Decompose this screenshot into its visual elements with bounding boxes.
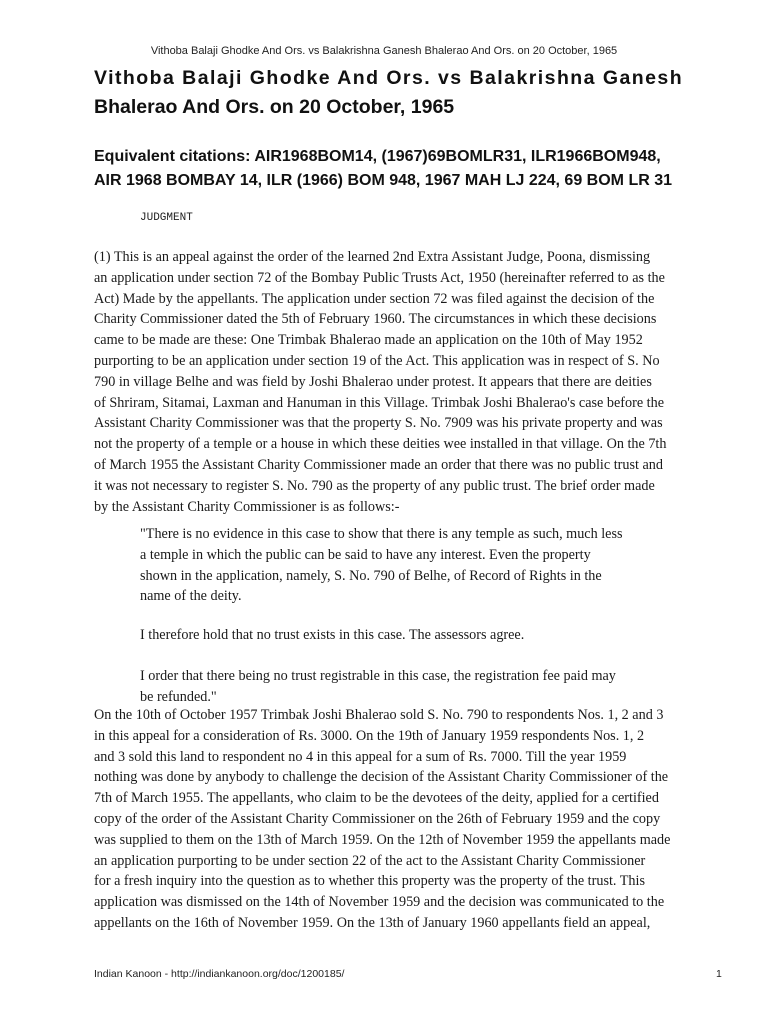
- text-line: Assistant Charity Commissioner was that the property S. No. 7909 was his private property and was: [94, 415, 663, 432]
- text-line: by the Assistant Charity Commissioner is as follows:-: [94, 498, 400, 515]
- footer-source-link[interactable]: Indian Kanoon - http://indiankanoon.org/doc/1200185/: [94, 968, 345, 980]
- text-line: application was dismissed on the 14th of November 1959 and the decision was communicated to the: [94, 894, 665, 911]
- quoted-order-part-2: [140, 625, 700, 646]
- text-line: and 3 sold this land to respondent no 4 in this appeal for a sum of Rs. 7000. Till the year 1959: [94, 748, 627, 765]
- text-line: an application purporting to be under section 22 of the act to the Assistant Charity Commissioner: [94, 852, 646, 869]
- text-line: 790 in village Belhe and was field by Joshi Bhalerao under protest. It appears that there are deities: [94, 373, 652, 390]
- text-line: "There is no evidence in this case to show that there is any temple as such, much less: [140, 526, 623, 542]
- text-line: appellants on the 16th of November 1959. On the 13th of January 1960 appellants field an appeal,: [94, 914, 651, 931]
- text-line: copy of the order of the Assistant Charity Commissioner on the 26th of February 1959 and the copy: [94, 810, 661, 827]
- title-line: Vithoba Balaji Ghodke And Ors. vs Balakrishna Ganesh: [94, 67, 684, 89]
- page-number: 1: [716, 968, 722, 980]
- paragraph-1: [94, 247, 724, 517]
- text-line: I order that there being no trust registrable in this case, the registration fee paid may: [140, 668, 616, 684]
- text-line: (1) This is an appeal against the order of the learned 2nd Extra Assistant Judge, Poona, dismissing: [94, 249, 651, 265]
- text-line: was supplied to them on the 13th of March 1959. On the 12th of November 1959 the appellants made: [94, 831, 671, 848]
- quoted-order-part-3: [140, 666, 700, 708]
- title-line: Bhalerao And Ors. on 20 October, 1965: [94, 96, 455, 118]
- citations-line: AIR 1968 BOMBAY 14, ILR (1966) BOM 948, 1967 MAH LJ 224, 69 BOM LR 31: [94, 172, 673, 189]
- text-line: for a fresh inquiry into the question as to whether this property was the property of the trust. This: [94, 873, 645, 890]
- quoted-order-part-1: [140, 524, 700, 607]
- text-line: Charity Commissioner dated the 5th of February 1960. The circumstances in which these decisions: [94, 311, 657, 328]
- text-line: nothing was done by anybody to challenge the decision of the Assistant Charity Commissioner of the: [94, 769, 669, 786]
- text-line: Act) Made by the appellants. The application under section 72 was filed against the decision of the: [94, 290, 655, 307]
- text-line: On the 10th of October 1957 Trimbak Joshi Bhalerao sold S. No. 790 to respondents Nos. 1, 2 and 3: [94, 707, 664, 723]
- text-line: in this appeal for a consideration of Rs. 3000. On the 19th of January 1959 respondents Nos. 1, 2: [94, 727, 645, 744]
- text-line: purporting to be an application under section 19 of the Act. This application was in respect of S. No: [94, 352, 660, 369]
- text-line: 7th of March 1955. The appellants, who claim to be the devotees of the deity, applied for a certified: [94, 790, 659, 807]
- text-line: shown in the application, namely, S. No. 790 of Belhe, of Record of Rights in the: [140, 567, 602, 584]
- text-line: be refunded.": [140, 688, 217, 705]
- text-line: I therefore hold that no trust exists in this case. The assessors agree.: [140, 627, 525, 643]
- text-line: name of the deity.: [140, 588, 242, 605]
- citations-line: Equivalent citations: AIR1968BOM14, (1967)69BOMLR31, ILR1966BOM948,: [94, 148, 661, 165]
- text-line: came to be made are these: One Trimbak Bhalerao made an application on the 10th of May 1952: [94, 332, 643, 349]
- text-line: of Shriram, Sitamai, Laxman and Hanuman in this Village. Trimbak Joshi Bhalerao's case before the: [94, 394, 665, 411]
- text-line: not the property of a temple or a house in which these deities wee installed in that village. On the 7th: [94, 436, 667, 453]
- text-line: a temple in which the public can be said to have any interest. Even the property: [140, 546, 591, 563]
- running-header: Vithoba Balaji Ghodke And Ors. vs Balakrishna Ganesh Bhalerao And Ors. on 20 October, 1965: [150, 45, 618, 57]
- page-title: [94, 64, 734, 122]
- text-line: it was not necessary to register S. No. 790 as the property of any public trust. The brief order made: [94, 477, 655, 494]
- judgment-label: JUDGMENT: [140, 212, 193, 224]
- paragraph-2: [94, 705, 724, 934]
- text-line: an application under section 72 of the Bombay Public Trusts Act, 1950 (hereinafter referred to as the: [94, 269, 665, 286]
- text-line: of March 1955 the Assistant Charity Commissioner made an order that there was no public trust and: [94, 456, 663, 473]
- equivalent-citations: [94, 145, 734, 193]
